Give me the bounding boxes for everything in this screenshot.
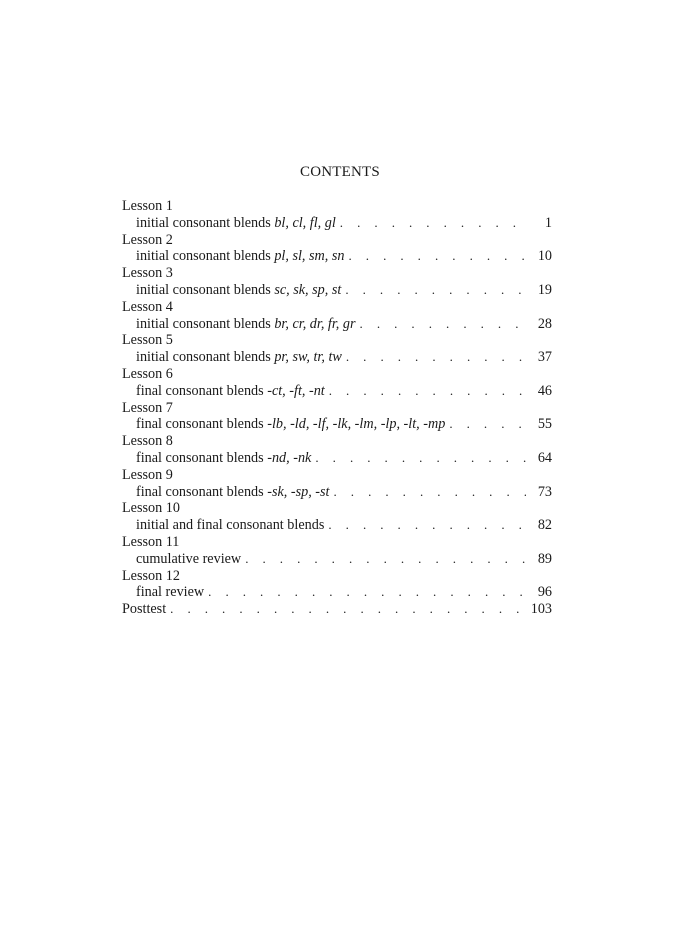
dot-leader — [345, 282, 526, 299]
toc-entry-lesson-10[interactable] — [122, 517, 552, 534]
page-number: 64 — [537, 449, 552, 466]
toc-entry-lesson-7[interactable] — [122, 416, 552, 433]
dot-leader — [360, 316, 526, 333]
dot-leader — [208, 584, 526, 601]
page-number: 73 — [537, 483, 552, 500]
toc-entry-lesson-6[interactable] — [122, 383, 552, 400]
entry-description: initial consonant blends sc, sk, sp, st — [136, 281, 342, 298]
toc-entry-lesson-11[interactable] — [122, 551, 552, 568]
lesson-12-heading: Lesson 12 — [122, 567, 180, 584]
lesson-8-heading: Lesson 8 — [122, 433, 173, 450]
toc-entry-lesson-5[interactable] — [122, 349, 552, 366]
page-number: 37 — [537, 349, 552, 366]
page-number: 1 — [544, 214, 552, 231]
dot-leader — [315, 450, 526, 467]
dot-leader — [340, 215, 526, 232]
toc-entry-lesson-3[interactable] — [122, 282, 552, 299]
lesson-5-heading: Lesson 5 — [122, 332, 173, 349]
dot-leader — [329, 383, 526, 400]
dot-leader — [245, 551, 526, 568]
page-number: 89 — [537, 550, 552, 567]
dot-leader — [348, 248, 526, 265]
toc-entry-lesson-2[interactable] — [122, 248, 552, 265]
toc-entry-posttest[interactable] — [122, 601, 552, 618]
lesson-3-heading: Lesson 3 — [122, 265, 173, 282]
toc-entry-lesson-8[interactable] — [122, 450, 552, 467]
lesson-11-heading: Lesson 11 — [122, 533, 180, 550]
entry-description: initial consonant blends br, cr, dr, fr, gr — [136, 315, 356, 332]
posttest-label: Posttest — [122, 601, 167, 618]
entry-description: initial consonant blends pl, sl, sm, sn — [136, 248, 345, 265]
page-number: 19 — [537, 281, 552, 298]
toc-entry-lesson-9[interactable] — [122, 484, 552, 501]
entry-description: final consonant blends -nd, -nk — [136, 449, 312, 466]
entry-description: final consonant blends -ct, -ft, -nt — [136, 382, 325, 399]
page-number: 10 — [537, 248, 552, 265]
page-number: 96 — [537, 584, 552, 601]
page-number: 55 — [537, 416, 552, 433]
toc-entry-lesson-1[interactable] — [122, 215, 552, 232]
lesson-10-heading: Lesson 10 — [122, 500, 180, 517]
toc-entry-lesson-4[interactable] — [122, 316, 552, 333]
dot-leader — [333, 484, 526, 501]
dot-leader — [170, 601, 526, 618]
table-of-contents — [122, 198, 552, 618]
lesson-6-heading: Lesson 6 — [122, 365, 173, 382]
page-number: 103 — [530, 601, 552, 618]
dot-leader — [346, 349, 526, 366]
page-number: 28 — [537, 315, 552, 332]
page-number: 82 — [537, 517, 552, 534]
entry-description: final consonant blends -sk, -sp, -st — [136, 483, 330, 500]
entry-description: initial and final consonant blends — [136, 517, 325, 534]
page-title: CONTENTS — [300, 164, 380, 180]
toc-entry-lesson-12[interactable] — [122, 584, 552, 601]
lesson-9-heading: Lesson 9 — [122, 466, 173, 483]
entry-description: final consonant blends -lb, -ld, -lf, -lk, -lm, -lp, -lt, -mp — [136, 416, 446, 433]
lesson-1-heading: Lesson 1 — [122, 198, 173, 214]
entry-description: final review — [136, 584, 205, 601]
lesson-2-heading: Lesson 2 — [122, 231, 173, 248]
entry-description: initial consonant blends bl, cl, fl, gl — [136, 214, 336, 231]
dot-leader — [328, 517, 526, 534]
lesson-4-heading: Lesson 4 — [122, 298, 173, 315]
page-number: 46 — [537, 382, 552, 399]
entry-description: initial consonant blends pr, sw, tr, tw — [136, 349, 342, 366]
entry-description: cumulative review — [136, 550, 242, 567]
lesson-7-heading: Lesson 7 — [122, 399, 173, 416]
dot-leader — [449, 416, 526, 433]
